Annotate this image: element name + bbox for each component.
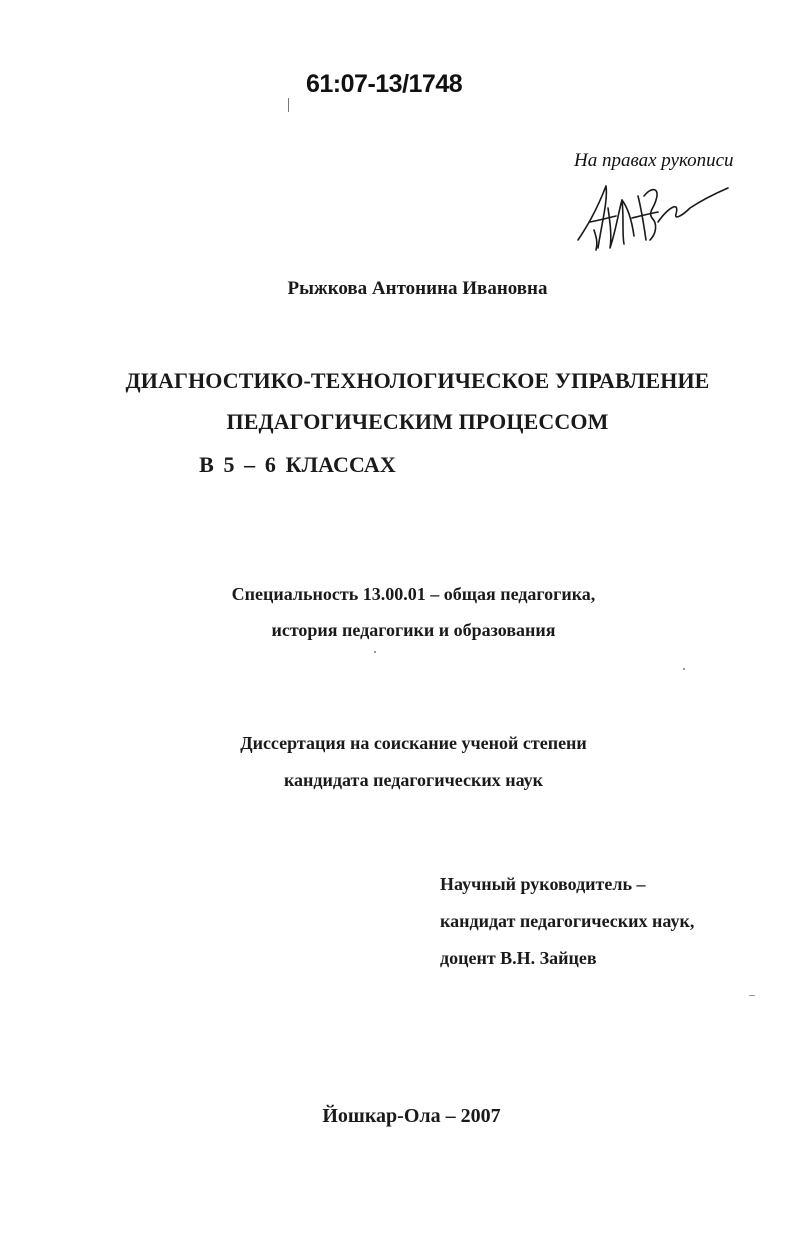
scan-speck [683,668,685,670]
author-name: Рыжкова Антонина Ивановна [287,278,548,299]
dissertation-line-1: Диссертация на соискание ученой степени [240,733,587,753]
thesis-title-line-2: ПЕДАГОГИЧЕСКИМ ПРОЦЕССОМ [226,409,609,434]
library-stamp-number: 61:07-13/1748 [306,70,463,98]
scan-speck [374,651,376,653]
advisor-line-2: кандидат педагогических наук, [440,911,695,931]
city-year: Йошкар-Ола – 2007 [322,1105,501,1127]
advisor-line-3: доцент В.Н. Зайцев [440,948,597,968]
scan-speck [749,995,755,996]
stamp-mark [288,98,289,112]
dissertation-line-2: кандидата педагогических наук [283,770,544,790]
thesis-title-line-1: ДИАГНОСТИКО-ТЕХНОЛОГИЧЕСКОЕ УПРАВЛЕНИЕ [125,368,710,393]
specialty-line-2: история педагогики и образования [271,620,556,640]
handwritten-signature-icon [572,178,732,254]
specialty-line-1: Специальность 13.00.01 – общая педагогика, [231,584,596,604]
advisor-line-1: Научный руководитель – [440,874,646,894]
rights-note: На правах рукописи [574,150,734,171]
thesis-title-line-3: В 5 – 6 КЛАССАХ [199,452,396,477]
